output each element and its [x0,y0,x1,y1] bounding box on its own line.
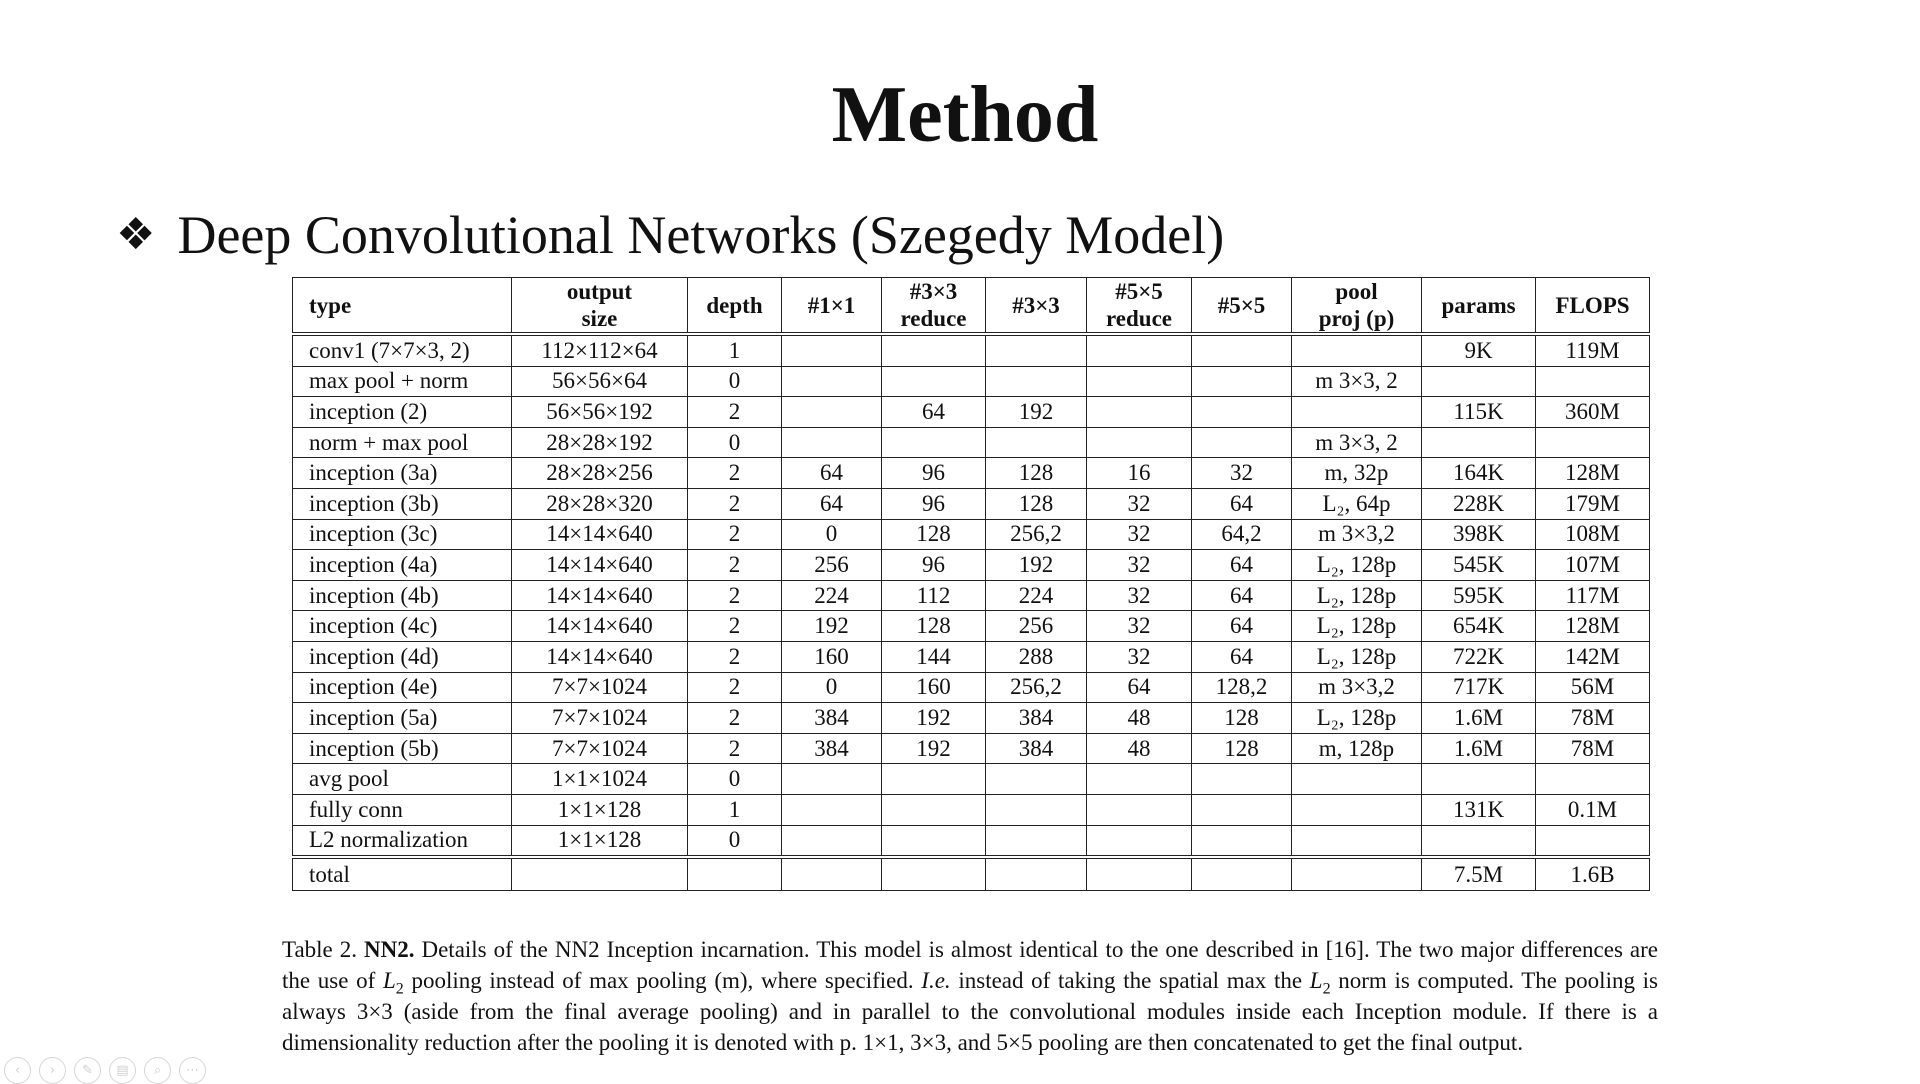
header-conv1x1 [782,278,882,335]
cell-conv1x1: 0 [782,672,882,703]
cell-conv5x5: 64 [1192,641,1292,672]
caption-segment: norm is computed. The pooling is always 3×3 (aside from the final average pooling) and in parallel to the convolutional modules inside each Inception module. If there is a dimensionality reduction after the pooling it is denoted with p. 1×1, 3×3, and 5×5 pooling are then concatenated to get the final output. [282,968,1658,1055]
cell-params: 9K [1422,334,1536,366]
cell-conv3x3: 256 [986,611,1087,642]
cell-pool-proj: L₂, 64p [1292,488,1422,519]
cell-pool-proj [1292,397,1422,428]
cell-flops: 108M [1536,519,1650,550]
cell-pool-proj: m, 128p [1292,733,1422,764]
cell-reduce3x3 [882,427,986,458]
cell-conv3x3: 192 [986,550,1087,581]
cell-conv1x1 [782,427,882,458]
cell-output-size: 14×14×640 [512,611,688,642]
header-type [293,278,512,335]
cell-pool-proj: L₂, 128p [1292,611,1422,642]
header-depth-line1: depth [706,292,763,318]
cell-conv5x5: 64 [1192,611,1292,642]
cell-conv1x1 [782,334,882,366]
header-type-line1: type [309,292,352,318]
cell-flops: 78M [1536,703,1650,734]
caption-segment: 2 [1322,980,1331,998]
diamond-bullet-icon: ❖ [116,209,156,260]
more-options-icon[interactable]: ⋯ [179,1057,206,1084]
cell-params: 1.6M [1422,703,1536,734]
cell-reduce5x5: 48 [1087,733,1192,764]
cell-pool-proj: m 3×3,2 [1292,519,1422,550]
cell-params [1422,764,1536,795]
table-row [293,458,1650,489]
cell-conv3x3 [986,427,1087,458]
cell-reduce5x5 [1087,334,1192,366]
caption-bold-label: NN2. [364,937,415,962]
cell-reduce5x5 [1087,794,1192,825]
nn2-architecture-table [292,277,1650,891]
cell-conv1x1: 384 [782,703,882,734]
cell-params: 595K [1422,580,1536,611]
table-row [293,611,1650,642]
cell-flops [1536,764,1650,795]
cell-conv1x1 [782,794,882,825]
cell-conv1x1: 224 [782,580,882,611]
cell-depth: 0 [688,825,782,857]
zoom-icon[interactable]: ⌕ [144,1057,171,1084]
cell-conv5x5: 64,2 [1192,519,1292,550]
cell-reduce5x5 [1087,427,1192,458]
header-conv1x1-line1: #1×1 [807,292,856,318]
cell-depth: 2 [688,703,782,734]
cell-conv3x3: 256,2 [986,519,1087,550]
cell-reduce3x3: 112 [882,580,986,611]
cell-reduce5x5: 32 [1087,611,1192,642]
cell-output-size: 7×7×1024 [512,733,688,764]
cell-output-size: 14×14×640 [512,641,688,672]
cell-reduce3x3: 96 [882,458,986,489]
cell-conv1x1 [782,366,882,397]
cell-reduce3x3 [882,857,986,891]
cell-pool-proj: L₂, 128p [1292,703,1422,734]
table-row [293,580,1650,611]
cell-depth: 2 [688,641,782,672]
cell-params: 228K [1422,488,1536,519]
cell-reduce3x3 [882,366,986,397]
cell-reduce5x5: 32 [1087,550,1192,581]
cell-output-size: 7×7×1024 [512,703,688,734]
cell-params: 1.6M [1422,733,1536,764]
cell-params [1422,366,1536,397]
cell-conv5x5: 64 [1192,488,1292,519]
cell-reduce3x3: 192 [882,703,986,734]
cell-depth: 2 [688,550,782,581]
table-row [293,703,1650,734]
header-params-line1: params [1441,292,1516,318]
header-depth [688,278,782,335]
cell-reduce5x5: 32 [1087,641,1192,672]
cell-conv5x5 [1192,427,1292,458]
cell-conv5x5 [1192,857,1292,891]
cell-depth: 0 [688,427,782,458]
cell-reduce5x5: 64 [1087,672,1192,703]
caption-segment: L [1309,968,1323,993]
header-output-size-line2: size [581,306,618,331]
cell-output-size: 56×56×192 [512,397,688,428]
cell-pool-proj: m 3×3, 2 [1292,427,1422,458]
cell-reduce5x5: 32 [1087,488,1192,519]
table-row [293,397,1650,428]
cell-pool-proj: m 3×3, 2 [1292,366,1422,397]
cell-type: inception (4b) [293,580,512,611]
cell-depth: 2 [688,488,782,519]
cell-type: inception (4d) [293,641,512,672]
cell-conv5x5: 64 [1192,550,1292,581]
cell-conv1x1: 160 [782,641,882,672]
cell-reduce3x3 [882,825,986,857]
cell-params: 398K [1422,519,1536,550]
table-body [293,334,1650,891]
cell-depth: 2 [688,519,782,550]
cell-reduce5x5: 32 [1087,519,1192,550]
caption-label: Table 2. [282,937,357,962]
cell-pool-proj [1292,794,1422,825]
bullet-text: Deep Convolutional Networks (Szegedy Model) [177,205,1225,265]
header-reduce3x3-line1: #3×3 [909,279,958,304]
header-flops [1536,278,1650,335]
cell-type: inception (5b) [293,733,512,764]
table-row [293,427,1650,458]
cell-reduce3x3: 144 [882,641,986,672]
cell-depth: 0 [688,764,782,795]
cell-conv3x3: 192 [986,397,1087,428]
cell-pool-proj: L₂, 128p [1292,641,1422,672]
cell-pool-proj [1292,857,1422,891]
cell-depth: 2 [688,580,782,611]
cell-reduce3x3 [882,764,986,795]
cell-reduce3x3: 160 [882,672,986,703]
cell-reduce5x5 [1087,825,1192,857]
cell-conv1x1 [782,764,882,795]
cell-conv3x3: 256,2 [986,672,1087,703]
cell-conv3x3 [986,366,1087,397]
header-conv5x5 [1192,278,1292,335]
caption-segment: Details of the NN2 Inception incarnation. This model is almost identical to the one described in [16]. The two major differences are the use of [282,937,1658,993]
cell-reduce3x3: 128 [882,519,986,550]
cell-flops [1536,427,1650,458]
cell-output-size: 28×28×192 [512,427,688,458]
header-pool-proj [1292,278,1422,335]
cell-flops: 1.6B [1536,857,1650,891]
cell-type: inception (2) [293,397,512,428]
cell-pool-proj [1292,334,1422,366]
header-output-size-line1: output [566,279,633,304]
cell-reduce3x3: 128 [882,611,986,642]
table-row [293,672,1650,703]
header-reduce3x3-line2: reduce [900,306,967,331]
cell-reduce3x3: 96 [882,550,986,581]
cell-reduce3x3: 64 [882,397,986,428]
header-conv3x3-line1: #3×3 [1012,292,1060,318]
slide-title: Method [831,71,1099,159]
header-reduce5x5-line2: reduce [1105,306,1172,331]
cell-conv3x3: 288 [986,641,1087,672]
cell-pool-proj [1292,764,1422,795]
cell-conv3x3: 384 [986,733,1087,764]
cell-pool-proj: L₂, 128p [1292,580,1422,611]
slides-grid-icon[interactable]: ▤ [109,1057,136,1084]
cell-flops: 107M [1536,550,1650,581]
cell-output-size [512,857,688,891]
caption-segment: instead of taking the spatial max the [950,968,1310,993]
cell-depth: 1 [688,334,782,366]
pen-icon[interactable]: ✎ [74,1057,101,1084]
cell-conv3x3 [986,764,1087,795]
cell-params: 164K [1422,458,1536,489]
cell-type: norm + max pool [293,427,512,458]
cell-conv3x3: 224 [986,580,1087,611]
header-output-size [512,278,688,335]
cell-pool-proj [1292,825,1422,857]
cell-type: total [293,857,512,891]
table-row [293,825,1650,857]
cell-flops: 0.1M [1536,794,1650,825]
cell-depth: 2 [688,458,782,489]
cell-conv1x1 [782,825,882,857]
cell-flops: 142M [1536,641,1650,672]
cell-type: avg pool [293,764,512,795]
cell-depth: 1 [688,794,782,825]
cell-type: inception (4a) [293,550,512,581]
table-row [293,733,1650,764]
cell-conv5x5: 128,2 [1192,672,1292,703]
cell-type: inception (3b) [293,488,512,519]
cell-type: inception (4e) [293,672,512,703]
cell-conv5x5 [1192,334,1292,366]
cell-type: max pool + norm [293,366,512,397]
cell-reduce5x5: 16 [1087,458,1192,489]
cell-type: inception (4c) [293,611,512,642]
cell-reduce5x5 [1087,764,1192,795]
cell-flops: 56M [1536,672,1650,703]
cell-output-size: 112×112×64 [512,334,688,366]
header-pool-proj-line2: proj (p) [1318,306,1395,331]
cell-conv3x3: 128 [986,488,1087,519]
cell-params: 115K [1422,397,1536,428]
caption-segment: L [382,968,396,993]
table-caption [282,934,1658,1058]
cell-output-size: 14×14×640 [512,550,688,581]
cell-params: 545K [1422,550,1536,581]
cell-depth: 2 [688,397,782,428]
cell-conv1x1: 0 [782,519,882,550]
header-reduce3x3 [882,278,986,335]
cell-pool-proj: m 3×3,2 [1292,672,1422,703]
cell-conv1x1: 192 [782,611,882,642]
cell-conv5x5: 32 [1192,458,1292,489]
caption-segment: 2 [395,980,404,998]
cell-type: inception (5a) [293,703,512,734]
table-total-row [293,857,1650,891]
table-header-row [293,278,1650,335]
header-reduce5x5-line1: #5×5 [1115,279,1163,304]
cell-flops: 119M [1536,334,1650,366]
cell-output-size: 28×28×256 [512,458,688,489]
cell-flops: 360M [1536,397,1650,428]
cell-type: inception (3c) [293,519,512,550]
table-row [293,764,1650,795]
cell-conv5x5 [1192,366,1292,397]
cell-flops: 128M [1536,611,1650,642]
cell-flops: 117M [1536,580,1650,611]
cell-depth [688,857,782,891]
cell-output-size: 1×1×128 [512,825,688,857]
cell-params: 654K [1422,611,1536,642]
header-reduce5x5 [1087,278,1192,335]
cell-params [1422,825,1536,857]
cell-flops: 128M [1536,458,1650,489]
cell-reduce3x3: 192 [882,733,986,764]
next-slide-icon[interactable]: › [39,1057,66,1084]
cell-type: inception (3a) [293,458,512,489]
cell-conv3x3 [986,794,1087,825]
cell-pool-proj: L₂, 128p [1292,550,1422,581]
cell-depth: 2 [688,672,782,703]
cell-reduce5x5: 32 [1087,580,1192,611]
bullet-line [116,200,1224,270]
cell-reduce5x5 [1087,397,1192,428]
cell-conv3x3: 384 [986,703,1087,734]
cell-type: fully conn [293,794,512,825]
caption-segment: I.e. [921,968,951,993]
cell-depth: 2 [688,611,782,642]
cell-depth: 2 [688,733,782,764]
cell-output-size: 14×14×640 [512,519,688,550]
cell-type: conv1 (7×7×3, 2) [293,334,512,366]
cell-conv3x3 [986,334,1087,366]
cell-output-size: 14×14×640 [512,580,688,611]
header-flops-line1: FLOPS [1555,292,1630,318]
cell-pool-proj: m, 32p [1292,458,1422,489]
table-row [293,550,1650,581]
header-params [1422,278,1536,335]
table-row [293,366,1650,397]
cell-reduce3x3 [882,794,986,825]
cell-conv5x5 [1192,397,1292,428]
cell-conv5x5 [1192,794,1292,825]
cell-conv5x5: 64 [1192,580,1292,611]
cell-conv3x3: 128 [986,458,1087,489]
header-conv3x3 [986,278,1087,335]
cell-flops [1536,366,1650,397]
cell-conv1x1 [782,397,882,428]
cell-conv1x1: 384 [782,733,882,764]
header-conv5x5-line1: #5×5 [1217,292,1266,318]
caption-segment: pooling instead of max pooling (m), where specified. [403,968,922,993]
cell-reduce5x5 [1087,857,1192,891]
cell-output-size: 56×56×64 [512,366,688,397]
cell-params: 717K [1422,672,1536,703]
prev-slide-icon[interactable]: ‹ [4,1057,31,1084]
table-row [293,334,1650,366]
cell-conv5x5 [1192,825,1292,857]
header-pool-proj-line1: pool [1335,279,1378,304]
cell-conv1x1: 64 [782,488,882,519]
cell-reduce5x5 [1087,366,1192,397]
cell-conv5x5: 128 [1192,703,1292,734]
cell-output-size: 7×7×1024 [512,672,688,703]
cell-output-size: 1×1×1024 [512,764,688,795]
cell-output-size: 1×1×128 [512,794,688,825]
cell-flops: 78M [1536,733,1650,764]
cell-output-size: 28×28×320 [512,488,688,519]
table-row [293,794,1650,825]
cell-flops: 179M [1536,488,1650,519]
table-row [293,488,1650,519]
cell-params: 131K [1422,794,1536,825]
cell-depth: 0 [688,366,782,397]
cell-conv3x3 [986,857,1087,891]
cell-conv5x5 [1192,764,1292,795]
nn2-table-container [292,277,1650,891]
table-row [293,641,1650,672]
cell-conv5x5: 128 [1192,733,1292,764]
cell-reduce5x5: 48 [1087,703,1192,734]
cell-conv1x1 [782,857,882,891]
cell-reduce3x3 [882,334,986,366]
cell-conv1x1: 64 [782,458,882,489]
cell-conv1x1: 256 [782,550,882,581]
cell-flops [1536,825,1650,857]
cell-conv3x3 [986,825,1087,857]
cell-type: L2 normalization [293,825,512,857]
cell-params: 722K [1422,641,1536,672]
cell-params: 7.5M [1422,857,1536,891]
cell-params [1422,427,1536,458]
table-row [293,519,1650,550]
cell-reduce3x3: 96 [882,488,986,519]
